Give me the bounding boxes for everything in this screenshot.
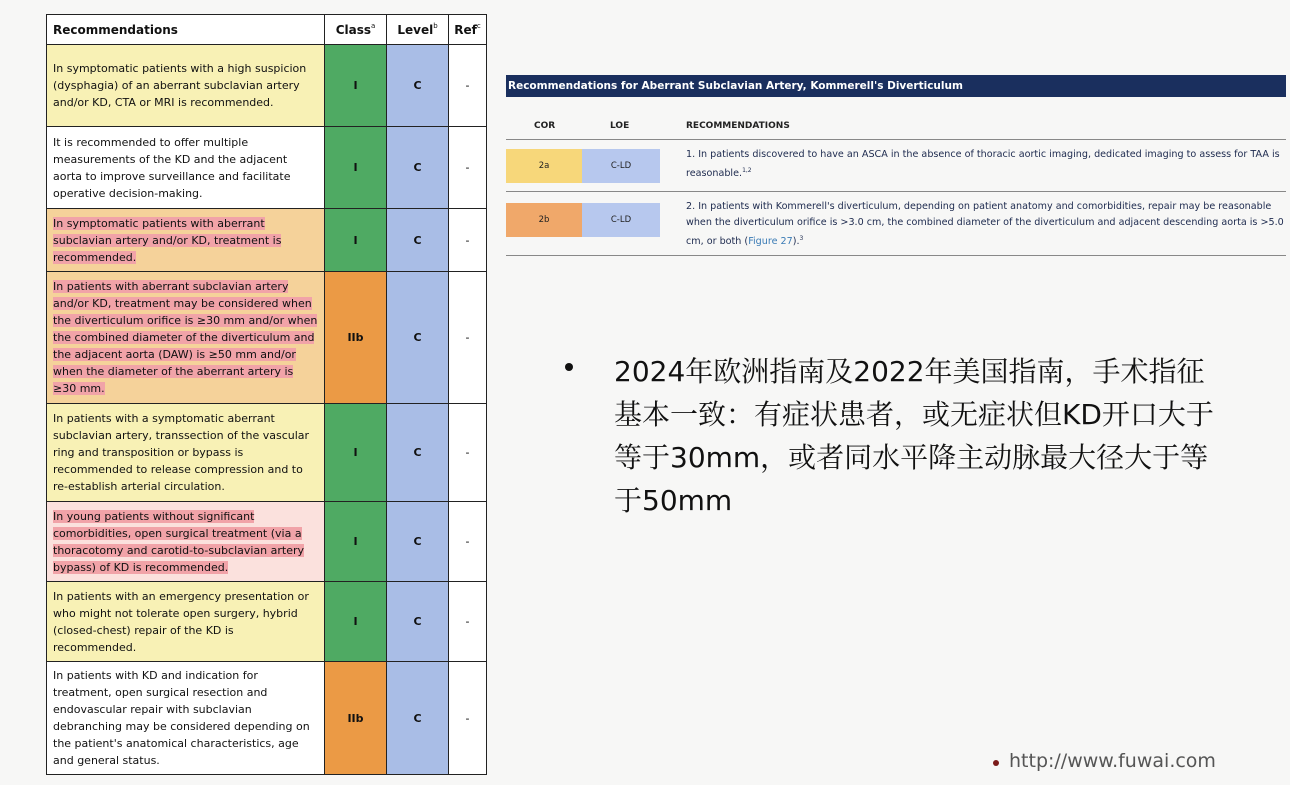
esc-recommendations-table: [46, 14, 487, 775]
recommendation-text: In patients with an emergency presentation or who might not tolerate open surgery, hybrid (closed-chest) repair of the KD is recommended.: [47, 582, 325, 662]
header-ref: Ref$^c$: [449, 15, 487, 45]
ref-cell: -: [449, 662, 487, 775]
recommendation-text: It is recommended to offer multiple measurements of the KD and the adjacent aorta to improve surveillance and facilitate operative decision-making.: [47, 127, 325, 209]
loe-cell: C-LD: [582, 149, 660, 183]
ref-cell: -: [449, 45, 487, 127]
table-row: [47, 45, 487, 127]
cor-cell: 2b: [506, 203, 582, 237]
level-cell: C: [387, 404, 449, 502]
summary-bullet-text: 2024年欧洲指南及2022年美国指南，手术指征基本一致：有症状患者，或无症状但KD开口大于等于30mm，或者同水平降主动脉最大径大于等于50mm: [614, 355, 1214, 517]
class-cell: I: [325, 45, 387, 127]
ref-cell: -: [449, 582, 487, 662]
recommendation-text: In symptomatic patients with a high suspicion (dysphagia) of an aberrant subclavian artery and/or KD, CTA or MRI is recommended.: [47, 45, 325, 127]
header-class: Class$^a$: [325, 15, 387, 45]
loe-cell: C-LD: [582, 203, 660, 237]
table-row: [47, 582, 487, 662]
class-cell: IIb: [325, 662, 387, 775]
header-level: Level$^b$: [387, 15, 449, 45]
divider: [506, 255, 1286, 256]
aha-recommendation-text: 2. In patients with Kommerell's diverticulum, depending on patient anatomy and comorbidities, repair may be reasonable when the diverticulum orifice is >3.0 cm, the combined diameter of the diverticulum and adjacent descending aorta is >5.0 cm, or both (Figure 27).$^3$: [686, 201, 1284, 248]
divider: [506, 139, 1286, 140]
table-row: [47, 209, 487, 272]
level-cell: C: [387, 209, 449, 272]
table-row: [47, 127, 487, 209]
aha-box-title: Recommendations for Aberrant Subclavian Artery, Kommerell's Diverticulum: [506, 75, 1286, 97]
level-cell: C: [387, 582, 449, 662]
recommendation-text: In patients with KD and indication for treatment, open surgical resection and endovascular repair with subclavian debranching may be considered depending on the patient's anatomical characteristics, age and general status.: [47, 662, 325, 775]
level-cell: C: [387, 272, 449, 404]
recommendation-text: In symptomatic patients with aberrant subclavian artery and/or KD, treatment is recommended.: [47, 209, 325, 272]
ref-cell: -: [449, 404, 487, 502]
table-row: [47, 272, 487, 404]
header-recommendations: Recommendations: [47, 15, 325, 45]
class-cell: I: [325, 502, 387, 582]
cor-cell: 2a: [506, 149, 582, 183]
table-row: [47, 502, 487, 582]
header-recommendations: RECOMMENDATIONS: [686, 121, 790, 131]
table-row: [47, 662, 487, 775]
recommendation-text: In patients with aberrant subclavian artery and/or KD, treatment may be considered when the diverticulum orifice is ≥30 mm and/or when the combined diameter of the diverticulum and the adjacent aorta (DAW) is ≥50 mm and/or when the diameter of the aberrant artery is ≥30 mm.: [47, 272, 325, 404]
header-cor: COR: [534, 121, 556, 131]
divider: [506, 191, 1286, 192]
class-cell: I: [325, 127, 387, 209]
level-cell: C: [387, 127, 449, 209]
figure-link[interactable]: Figure 27: [748, 236, 793, 248]
recommendation-text: In young patients without significant comorbidities, open surgical treatment (via a thoracotomy and carotid-to-subclavian artery bypass) of KD is recommended.: [47, 502, 325, 582]
table-row: [47, 404, 487, 502]
class-cell: I: [325, 209, 387, 272]
class-cell: I: [325, 582, 387, 662]
aha-recommendation-text: 1. In patients discovered to have an ASCA in the absence of thoracic aortic imaging, dedicated imaging to assess for TAA is reasonable.$^{1,2}$: [686, 149, 1280, 180]
class-cell: I: [325, 404, 387, 502]
ref-cell: -: [449, 502, 487, 582]
level-cell: C: [387, 662, 449, 775]
class-cell: IIb: [325, 272, 387, 404]
ref-cell: -: [449, 272, 487, 404]
footer-url[interactable]: http://www.fuwai.com: [1009, 750, 1216, 772]
header-loe: LOE: [610, 121, 630, 131]
level-cell: C: [387, 45, 449, 127]
bullet-icon: [565, 363, 573, 371]
table-header-row: [47, 15, 487, 45]
recommendation-text: In patients with a symptomatic aberrant subclavian artery, transsection of the vascular ring and transposition or bypass is recommended to release compression and to re-establish arterial circulation.: [47, 404, 325, 502]
aha-recommendations-box: [506, 75, 1286, 260]
level-cell: C: [387, 502, 449, 582]
ref-cell: -: [449, 209, 487, 272]
ref-cell: -: [449, 127, 487, 209]
